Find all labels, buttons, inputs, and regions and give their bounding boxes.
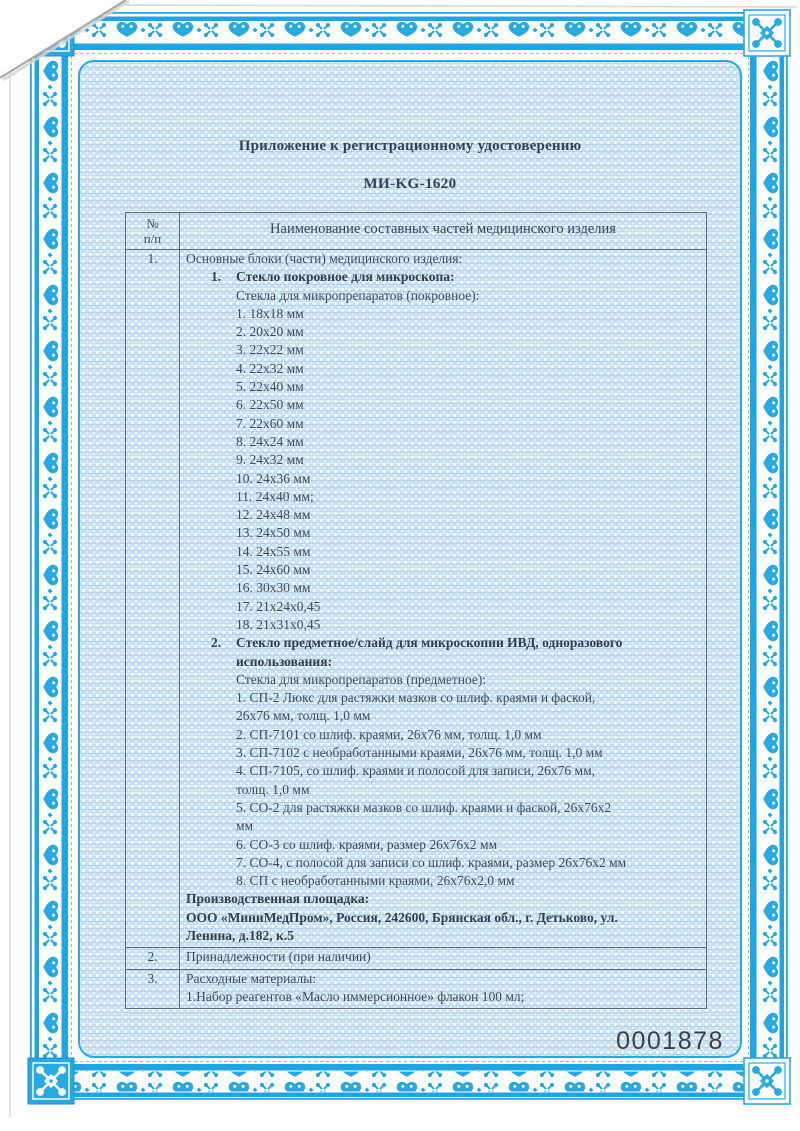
- content-line: 2. 20х20 мм: [236, 324, 304, 340]
- document-number: МИ-KG-1620: [363, 176, 457, 192]
- border-corner-bottom-left: [28, 1058, 74, 1104]
- border-strip-left: [30, 56, 72, 1058]
- header-col-number: [126, 213, 180, 250]
- content-line: 9. 24х32 мм: [236, 452, 304, 468]
- header-no-sign: №: [146, 216, 159, 231]
- content-line: 17. 21х24х0,45: [236, 598, 321, 614]
- line-text: Стекло предметное/слайд для микроскопии ИВД, одноразового: [236, 635, 623, 651]
- paper-top-edge: [120, 5, 797, 7]
- line-marker: 2.: [211, 635, 222, 651]
- border-corner-top-left: [28, 10, 74, 56]
- content-line: Принадлежности (при наличии): [186, 949, 371, 965]
- content-line: использования:: [236, 653, 332, 669]
- content-line: 4. 22х32 мм: [236, 360, 304, 376]
- content-line: 2. СП-7101 со шлиф. краями, 26х76 мм, толщ. 1,0 мм: [236, 726, 542, 742]
- content-line: 15. 24х60 мм: [236, 562, 311, 578]
- line-text: Стекло покровное для микроскопа:: [236, 269, 455, 285]
- row-content: [180, 250, 707, 948]
- inner-panel: [78, 60, 742, 1058]
- content-line: 10. 24х36 мм: [236, 470, 311, 486]
- border-corner-bottom-right: [744, 1058, 790, 1104]
- border-strip-bottom: [74, 1062, 746, 1100]
- table-header-row: [126, 213, 707, 250]
- content-line: 1. СП-2 Люкс для растяжки мазков со шлиф. краями и фаской,: [236, 690, 596, 706]
- content-line: 3. 22х22 мм: [236, 342, 304, 358]
- content-line: 16. 30х30 мм: [236, 580, 311, 596]
- content-line: Расходные материалы:: [186, 970, 317, 986]
- content-line: 1.Набор реагентов «Масло иммерсионное» флакон 100 мл;: [186, 988, 525, 1004]
- serial-number: 0001878: [616, 1027, 724, 1055]
- table-body: [126, 250, 707, 1009]
- content-line: 5. СО-2 для растяжки мазков со шлиф. краями и фаской, 26х76х2: [236, 799, 612, 815]
- content-line: 5. 22х40 мм: [236, 379, 304, 395]
- content-line: [186, 268, 702, 286]
- content-line: 6. СО-3 со шлиф. краями, размер 26х76х2 мм: [236, 836, 498, 852]
- content-line: ООО «МиниМедПром», Россия, 242600, Брянская обл., г. Детьково, ул.: [186, 909, 618, 925]
- content-line: 14. 24х55 мм: [236, 543, 311, 559]
- content-line: Стекла для микропрепаратов (покровное):: [236, 287, 480, 303]
- row-number: 3.: [126, 969, 180, 1009]
- content-line: толщ. 1,0 мм: [236, 781, 310, 797]
- content-line: 4. СП-7105, со шлиф. краями и полосой для записи, 26х76 мм,: [236, 763, 596, 779]
- content-line: 7. СО-4, с полосой для записи со шлиф. краями, размер 26х76х2 мм: [236, 854, 627, 870]
- content-line: 8. 24х24 мм: [236, 433, 304, 449]
- content-line: 3. СП-7102 с необработанными краями, 26х76 мм, толщ. 1,0 мм: [236, 745, 603, 761]
- row-number: 2.: [126, 948, 180, 969]
- header-no-sub: п/п: [143, 231, 162, 246]
- content-line: [186, 634, 702, 652]
- table-row: [126, 250, 707, 948]
- content-line: Основные блоки (части) медицинского изделия:: [186, 251, 463, 266]
- row-number: 1.: [126, 250, 180, 948]
- content-line: Стекла для микропрепаратов (предметное):: [236, 671, 487, 687]
- row-content: [180, 948, 707, 969]
- border-strip-right: [749, 56, 788, 1058]
- line-marker: 1.: [211, 269, 222, 285]
- header-col-name: Наименование составных частей медицинского изделия: [180, 213, 707, 250]
- content-line: 13. 24х50 мм: [236, 525, 311, 541]
- table-row: [126, 948, 707, 969]
- content-line: Ленина, д.182, к.5: [186, 927, 294, 943]
- content-line: 8. СП с необработанными краями, 26х76х2,0 мм: [236, 873, 515, 889]
- document-title: Приложение к регистрационному удостоверению: [238, 138, 582, 154]
- table-row: [126, 969, 707, 1009]
- content-line: 6. 22х50 мм: [236, 397, 304, 413]
- content-line: 1. 18х18 мм: [236, 305, 304, 321]
- content-line: 7. 22х60 мм: [236, 415, 304, 431]
- border-corner-top-right: [744, 10, 790, 56]
- row-content: [180, 969, 707, 1009]
- components-table: [125, 212, 707, 1009]
- border-strip-top: [74, 12, 746, 54]
- content-line: 26х76 мм, толщ. 1,0 мм: [236, 708, 371, 724]
- content-line: 11. 24х40 мм;: [236, 488, 314, 504]
- content-line: 18. 21х31х0,45: [236, 616, 321, 632]
- content-line: Производственная площадка:: [186, 891, 370, 907]
- content-line: 12. 24х48 мм: [236, 507, 311, 523]
- content-line: мм: [236, 818, 254, 834]
